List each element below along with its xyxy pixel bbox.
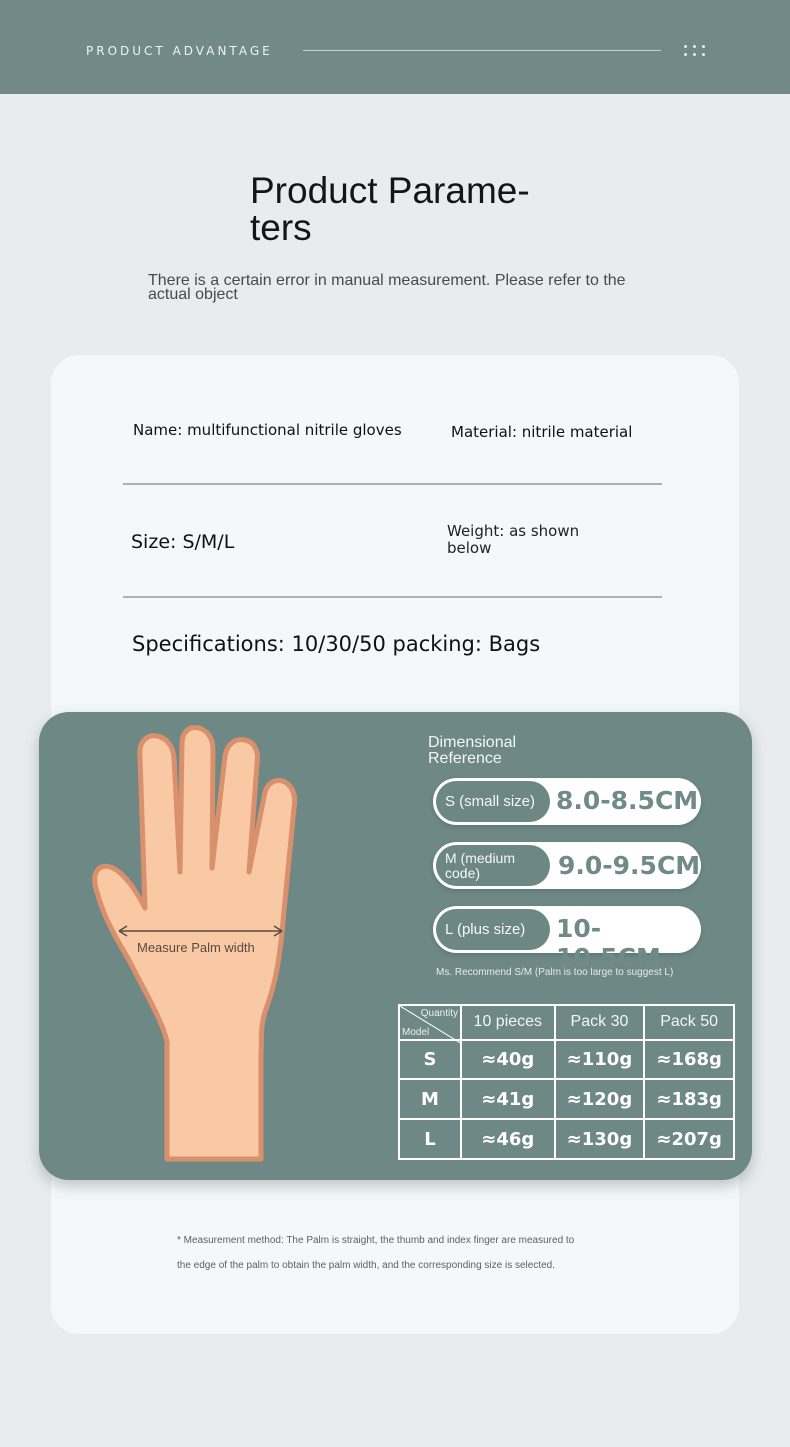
dots-grid-icon xyxy=(684,45,710,59)
table-row xyxy=(399,1079,734,1119)
row-model: M xyxy=(399,1079,461,1119)
table-cell: ≈168g xyxy=(644,1040,734,1080)
corner-model: Model xyxy=(402,1026,430,1038)
size-value: 8.0-8.5CM xyxy=(556,786,699,815)
size-recommendation: Ms. Recommend S/M (Palm is too large to suggest L) xyxy=(436,967,674,978)
row-model: S xyxy=(399,1040,461,1080)
top-banner xyxy=(0,0,790,94)
size-tag: L (plus size) xyxy=(436,909,550,950)
size-tag: S (small size) xyxy=(436,781,550,822)
size-pill-l xyxy=(433,906,701,972)
table-row xyxy=(399,1119,734,1159)
page-subtitle: There is a certain error in manual measurement. Please refer to the actual object xyxy=(148,272,626,303)
page-title xyxy=(250,172,550,246)
section-label: PRODUCT ADVANTAGE xyxy=(86,44,273,58)
dimensional-title: Dimensional Reference xyxy=(428,734,517,767)
table-cell: ≈183g xyxy=(644,1079,734,1119)
size-tag: M (medium code) xyxy=(436,845,550,886)
row-model: L xyxy=(399,1119,461,1159)
table-header-row xyxy=(399,1005,734,1040)
table-cell: ≈120g xyxy=(555,1079,645,1119)
table-cell: ≈46g xyxy=(461,1119,555,1159)
param-material: Material: nitrile material xyxy=(451,423,633,441)
table-cell: ≈110g xyxy=(555,1040,645,1080)
measurement-note-line2: the edge of the palm to obtain the palm width, and the corresponding size is selected. xyxy=(177,1260,556,1271)
param-size: Size: S/M/L xyxy=(131,531,235,553)
table-cell: ≈130g xyxy=(555,1119,645,1159)
table-corner-cell xyxy=(399,1005,461,1040)
column-header: Pack 50 xyxy=(644,1005,734,1040)
page-title-text: Product Parame- ters xyxy=(250,170,530,248)
param-name: Name: multifunctional nitrile gloves xyxy=(133,421,402,439)
param-weight: Weight: as shown below xyxy=(447,522,580,557)
size-value: 9.0-9.5CM xyxy=(558,851,701,880)
measurement-note-line1: * Measurement method: The Palm is straight, the thumb and index finger are measured to xyxy=(177,1235,575,1246)
column-header: 10 pieces xyxy=(461,1005,555,1040)
table-row xyxy=(399,1040,734,1080)
size-value: 10-10.5CM xyxy=(556,914,661,972)
divider xyxy=(123,483,662,485)
banner-divider xyxy=(303,50,661,51)
column-header: Pack 30 xyxy=(555,1005,645,1040)
table-cell: ≈207g xyxy=(644,1119,734,1159)
size-pill-m xyxy=(433,842,701,889)
corner-quantity: Quantity xyxy=(420,1008,458,1019)
size-pill-s xyxy=(433,778,701,825)
palm-measure-label: Measure Palm width xyxy=(137,940,255,955)
param-specifications: Specifications: 10/30/50 packing: Bags xyxy=(132,632,541,656)
divider xyxy=(123,596,662,598)
table-cell: ≈41g xyxy=(461,1079,555,1119)
weights-table xyxy=(398,1004,735,1160)
table-cell: ≈40g xyxy=(461,1040,555,1080)
